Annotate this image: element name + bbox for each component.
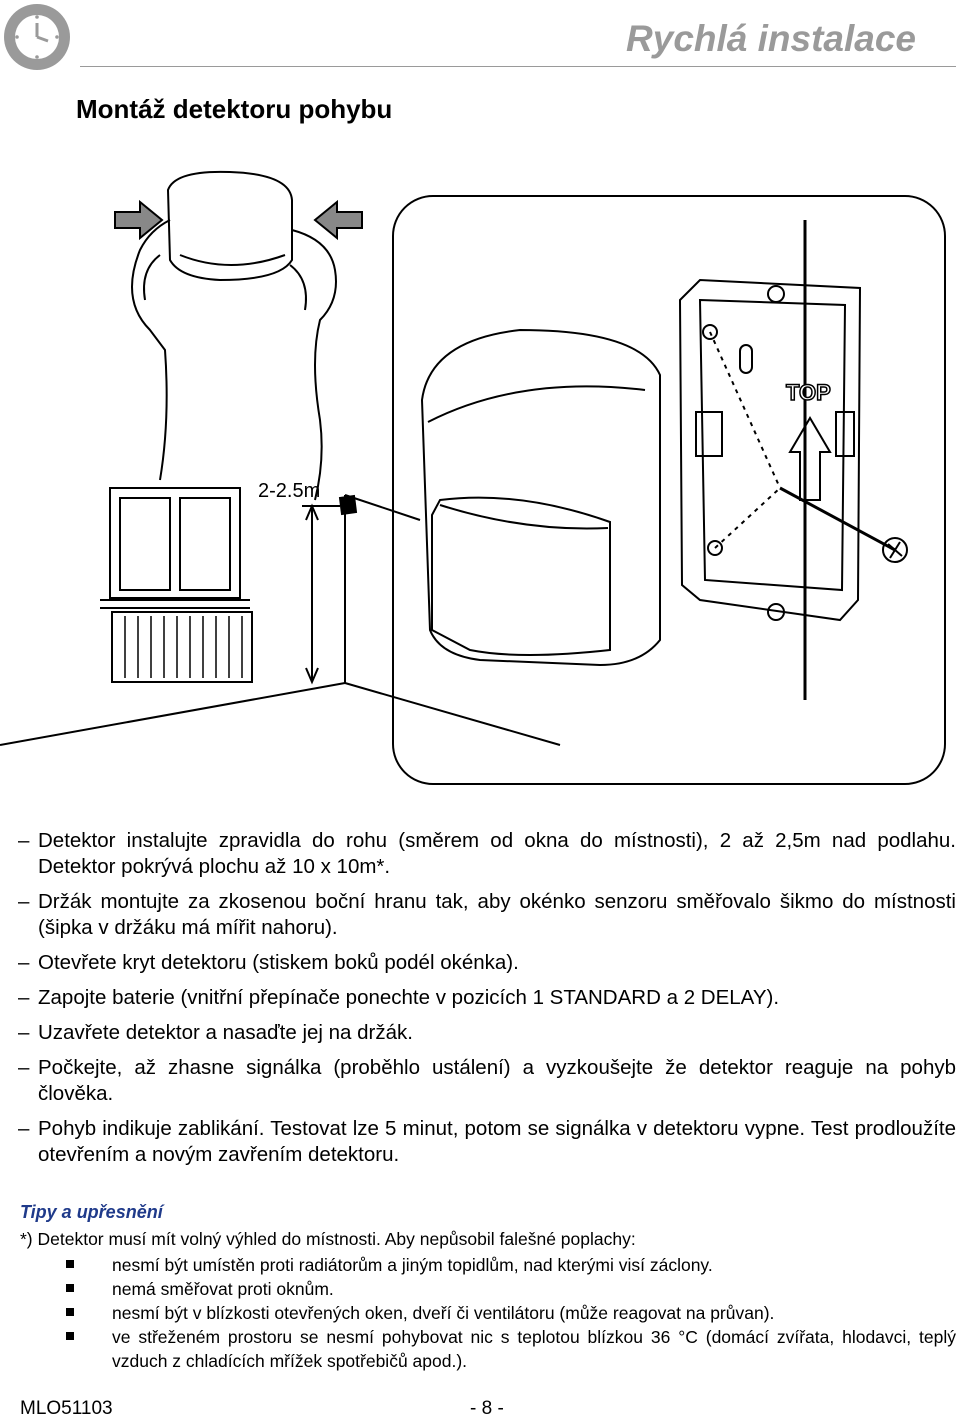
instruction-item: – Uzavřete detektor a nasaďte jej na držák. [18, 1021, 413, 1044]
instruction-item: – Držák montujte za zkosenou boční hranu tak, aby okénko senzoru směřovalo šikmo do místnosti (šipka v držáku má mířit nahoru). [18, 890, 956, 939]
square-bullet-icon [66, 1308, 74, 1316]
installation-illustration [0, 160, 960, 820]
instructions-list [18, 828, 956, 1177]
instruction-item: – Počkejte, až zhasne signálka (proběhlo ustálení) a vyzkoušejte že detektor reaguje na pohyb člověka. [18, 1056, 956, 1105]
tip-item: nemá směřovat proti oknům. [20, 1277, 956, 1301]
tips-title: Tipy a upřesnění [20, 1202, 163, 1222]
tip-item: ve střeženém prostoru se nesmí pohybovat nic s teplotou blízkou 36 °C (domácí zvířata, hlodavci, teplý vzduch z chladících mřížek spotřebičů apod.). [20, 1325, 956, 1373]
document-code: MLO51103 [20, 1398, 113, 1419]
tip-item: nesmí být umístěn proti radiátorům a jiným topidlům, nad kterými visí záclony. [20, 1253, 956, 1277]
tip-item: nesmí být v blízkosti otevřených oken, dveří či ventilátoru (může reagovat na průvan). [20, 1301, 956, 1325]
instruction-item: – Pohyb indikuje zablikání. Testovat lze 5 minut, potom se signálka v detektoru vypne. Test prodloužíte otevřením a novým zavřením detektoru. [18, 1117, 956, 1166]
square-bullet-icon [66, 1284, 74, 1292]
clock-icon [2, 2, 72, 72]
top-label: TOP [786, 380, 831, 405]
header-divider [80, 66, 956, 67]
square-bullet-icon [66, 1332, 74, 1340]
header-title: Rychlá instalace [626, 18, 916, 59]
instruction-item: – Zapojte baterie (vnitřní přepínače ponechte v pozicích 1 STANDARD a 2 DELAY). [18, 986, 780, 1009]
tips-intro: *) Detektor musí mít volný výhled do místnosti. Aby nepůsobil falešné poplachy: [20, 1229, 636, 1249]
instruction-item: – Detektor instalujte zpravidla do rohu (směrem od okna do místnosti), 2 až 2,5m nad podlahu. Detektor pokrývá plochu až 10 x 10m*. [18, 829, 956, 878]
square-bullet-icon [66, 1260, 74, 1268]
instruction-item: – Otevřete kryt detektoru (stiskem boků podél okénka). [18, 951, 519, 974]
section-title: Montáž detektoru pohybu [76, 94, 393, 124]
tips-list [20, 1253, 956, 1373]
height-label: 2-2.5m [258, 480, 321, 502]
page-number: - 8 - [470, 1398, 504, 1419]
